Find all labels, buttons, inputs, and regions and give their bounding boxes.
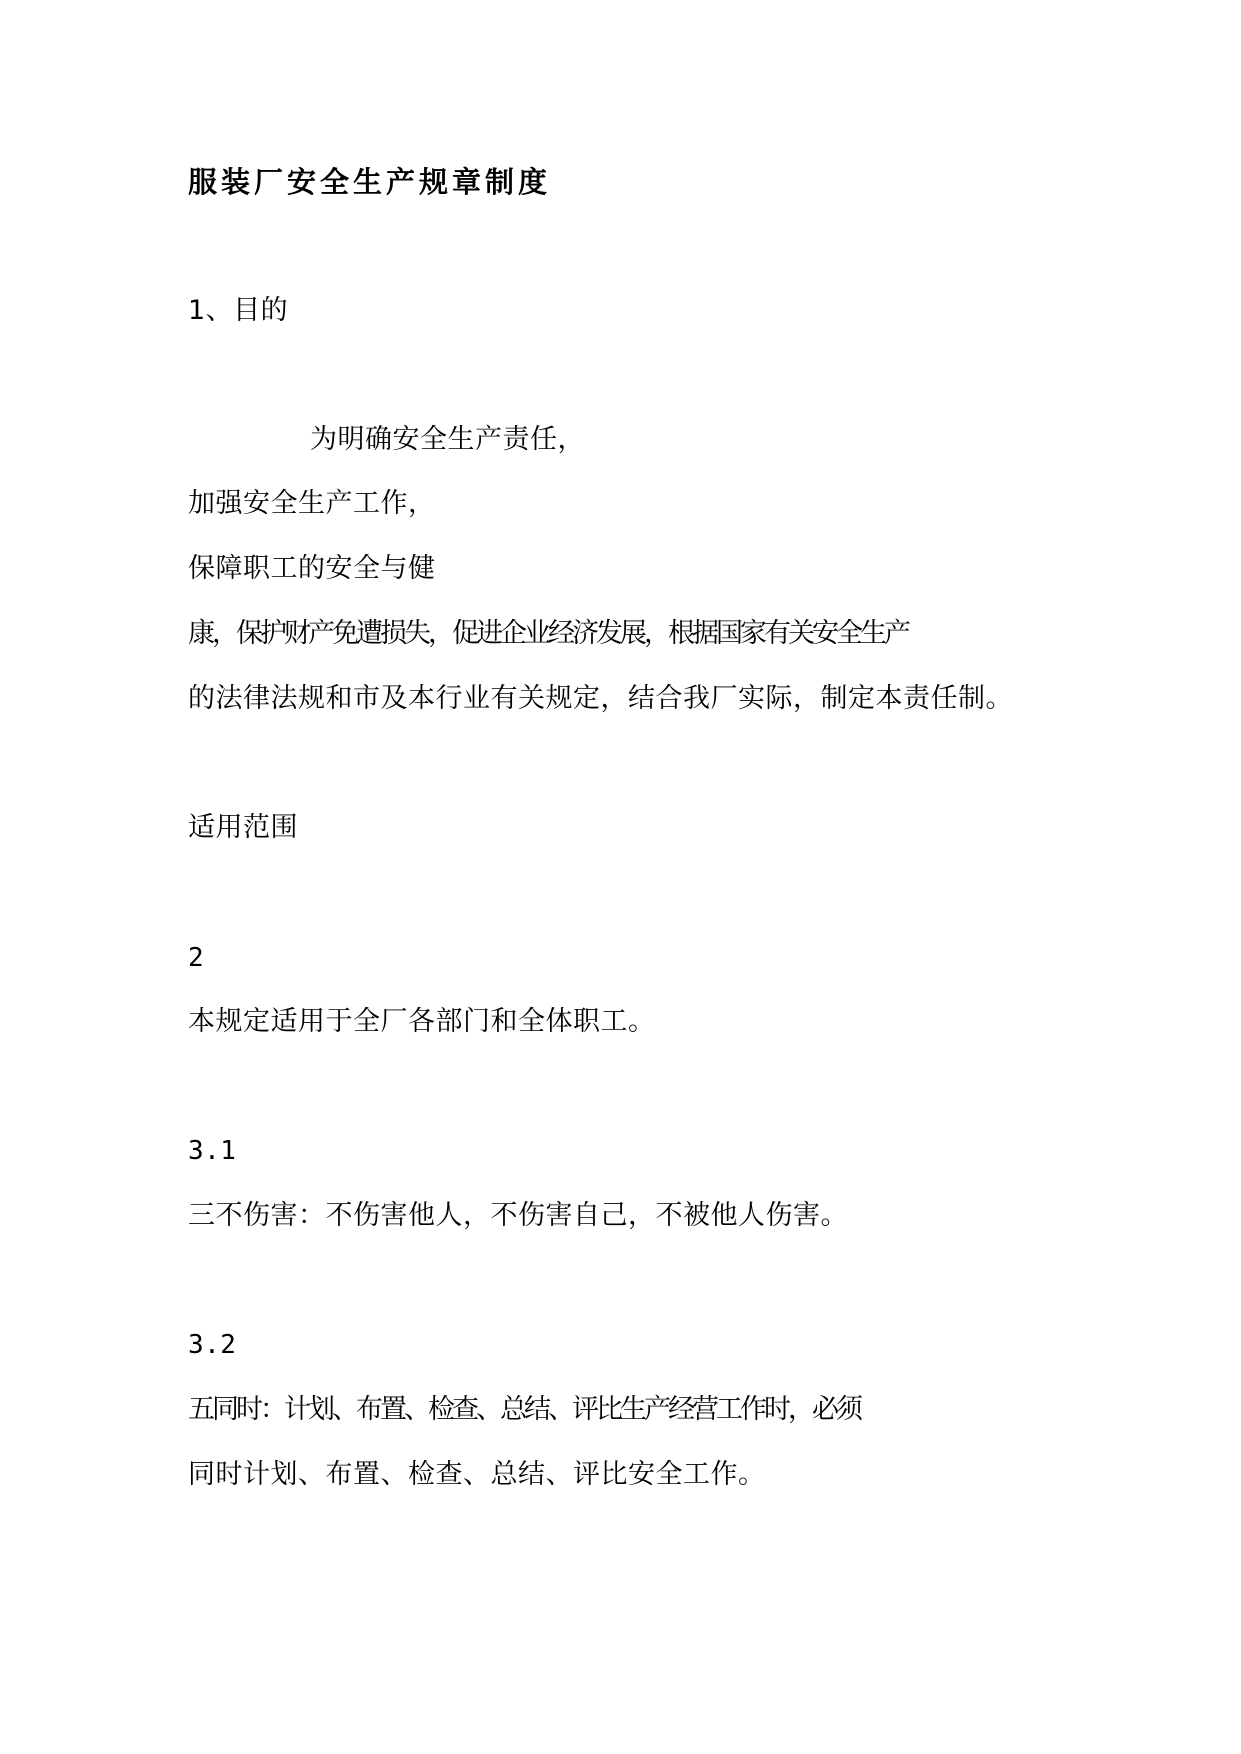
item-3-2-line-2: 同时计划、布置、检查、总结、评比安全工作。 bbox=[188, 1459, 766, 1490]
purpose-line-1: 为明确安全生产责任， bbox=[310, 424, 585, 455]
purpose-line-2: 加强安全生产工作， bbox=[188, 488, 436, 519]
document-title: 服装厂安全生产规章制度 bbox=[188, 165, 552, 199]
item-3-1-text: 三不伤害：不伤害他人，不伤害自己，不被他人伤害。 bbox=[188, 1200, 848, 1231]
section-number-2: 2 bbox=[188, 943, 205, 973]
item-number-3-1: 3.1 bbox=[188, 1136, 237, 1166]
section-heading-purpose: 1、目的 bbox=[188, 295, 289, 326]
purpose-line-4: 康，保护财产免遭损失，促进企业经济发展，根据国家有关安全生产 bbox=[188, 618, 908, 649]
scope-text: 本规定适用于全厂各部门和全体职工。 bbox=[188, 1006, 656, 1037]
purpose-line-5: 的法律法规和市及本行业有关规定，结合我厂实际，制定本责任制。 bbox=[188, 683, 1013, 714]
section-heading-scope: 适用范围 bbox=[188, 812, 298, 843]
purpose-line-3: 保障职工的安全与健 bbox=[188, 553, 436, 584]
item-number-3-2: 3.2 bbox=[188, 1330, 237, 1360]
item-3-2-line-1: 五同时：计划、布置、检查、总结、评比生产经营工作时，必须 bbox=[188, 1394, 860, 1425]
